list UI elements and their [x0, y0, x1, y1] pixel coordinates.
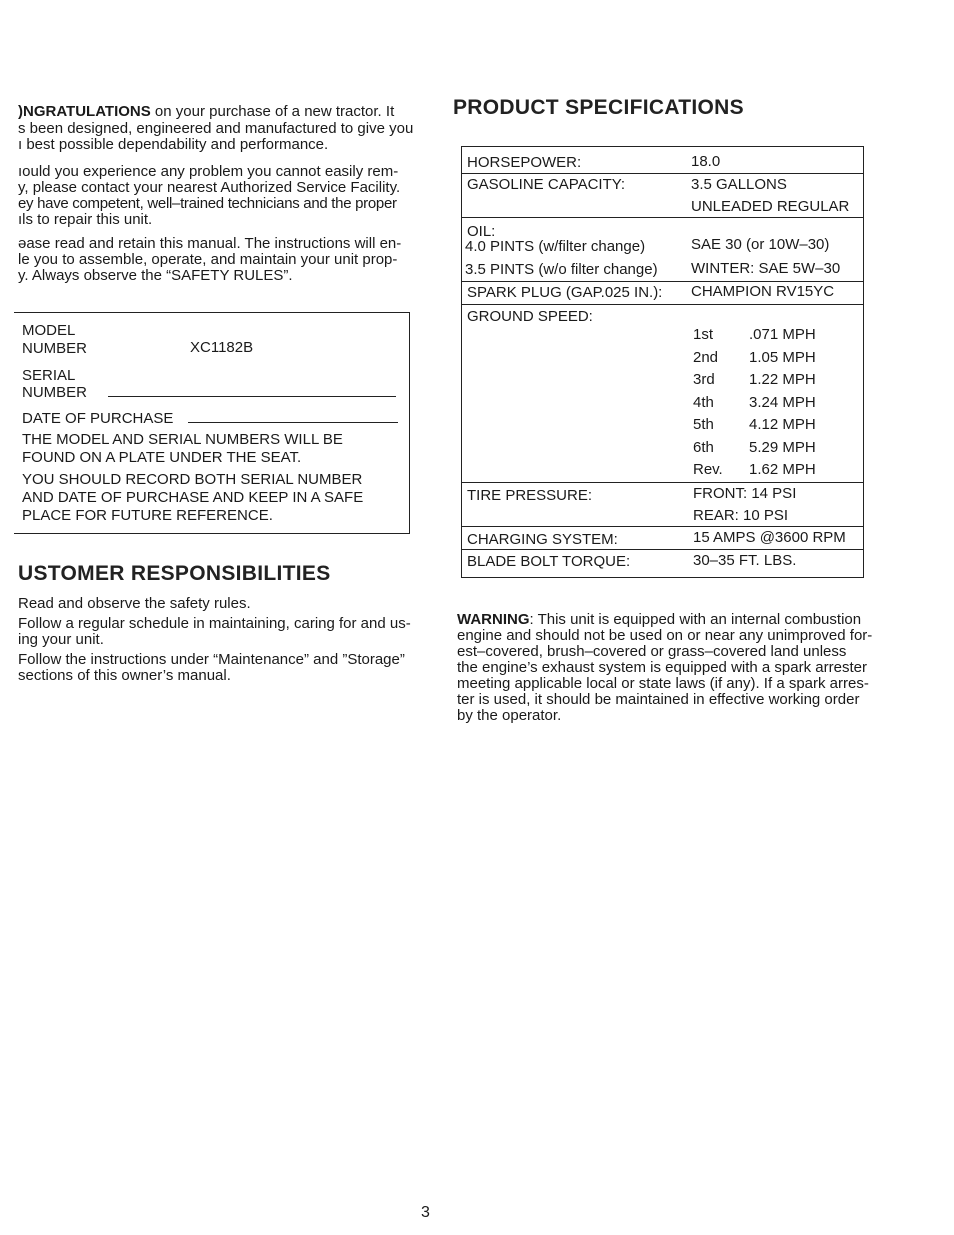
- retain-line-2: le you to assemble, operate, and maintain your unit prop-: [18, 251, 398, 268]
- gear-name: 3rd: [693, 371, 715, 388]
- gear-name: 2nd: [693, 349, 719, 366]
- blade-bolt-label: BLADE BOLT TORQUE:: [467, 553, 631, 570]
- problem-line-4: ıls to repair this unit.: [18, 211, 153, 228]
- note1-line-2: FOUND ON A PLATE UNDER THE SEAT.: [22, 449, 302, 466]
- model-label-1: MODEL: [22, 322, 76, 339]
- customer-item-3-line-1: Follow the instructions under “Maintenance” and ”Storage”: [18, 651, 405, 668]
- oil-row-2-label: 3.5 PINTS (w/o filter change): [465, 261, 658, 278]
- intro-line-2: s been designed, engineered and manufactured to give you: [18, 120, 414, 137]
- retain-line-3: y. Always observe the “SAFETY RULES”.: [18, 267, 293, 284]
- note2-line-1: YOU SHOULD RECORD BOTH SERIAL NUMBER: [22, 471, 363, 488]
- customer-item-3-line-2: sections of this owner’s manual.: [18, 667, 231, 684]
- gasoline-value-1: 3.5 GALLONS: [691, 176, 787, 193]
- gear-name: 1st: [693, 326, 714, 343]
- horsepower-label: HORSEPOWER:: [467, 154, 582, 171]
- spark-plug-label: SPARK PLUG (GAP.025 IN.):: [467, 284, 663, 301]
- product-specifications-heading: PRODUCT SPECIFICATIONS: [453, 96, 744, 119]
- intro-line-1: on your purchase of a new tractor. It: [150, 103, 395, 120]
- problem-line-1: ıould you experience any problem you cannot easily rem-: [18, 163, 399, 180]
- purchase-date-label: DATE OF PURCHASE: [22, 410, 174, 427]
- problem-line-3: ey have competent, well–trained technicians and the proper: [18, 195, 397, 212]
- gear-speed: 5.29 MPH: [749, 439, 816, 456]
- customer-item-2-line-2: ing your unit.: [18, 631, 104, 648]
- blade-bolt-value: 30–35 FT. LBS.: [693, 552, 797, 569]
- serial-number-blank: [108, 396, 396, 397]
- tire-front-value: FRONT: 14 PSI: [693, 485, 797, 502]
- gear-speed: 1.62 MPH: [749, 461, 816, 478]
- gear-name: 5th: [693, 416, 714, 433]
- gear-speed: 1.22 MPH: [749, 371, 816, 388]
- warning-line-2: engine and should not be used on or near any unimproved for-: [457, 627, 873, 644]
- note2-line-2: AND DATE OF PURCHASE AND KEEP IN A SAFE: [22, 489, 364, 506]
- warning-line-5: meeting applicable local or state laws (if any). If a spark arres-: [457, 675, 869, 692]
- warning-line-3: est–covered, brush–covered or grass–covered land unless: [457, 643, 847, 660]
- spec-row-charging: [462, 526, 863, 550]
- customer-item-2-line-1: Follow a regular schedule in maintaining, caring for and us-: [18, 615, 411, 632]
- customer-item-1: Read and observe the safety rules.: [18, 595, 251, 612]
- ground-speed-label: GROUND SPEED:: [467, 308, 593, 325]
- warning-line-7: by the operator.: [457, 707, 562, 724]
- oil-row-2-value: WINTER: SAE 5W–30: [691, 260, 841, 277]
- spark-plug-value: CHAMPION RV15YC: [691, 283, 835, 300]
- serial-label-2: NUMBER: [22, 384, 88, 401]
- tire-pressure-label: TIRE PRESSURE:: [467, 487, 593, 504]
- note1-line-1: THE MODEL AND SERIAL NUMBERS WILL BE: [22, 431, 343, 448]
- gasoline-value-2: UNLEADED REGULAR: [691, 198, 850, 215]
- gear-speed: 4.12 MPH: [749, 416, 816, 433]
- model-number-value: XC1182B: [190, 339, 254, 356]
- warning-line-6: ter is used, it should be maintained in effective working order: [457, 691, 860, 708]
- gear-name: 4th: [693, 394, 714, 411]
- retain-line-1: əase read and retain this manual. The instructions will en-: [18, 235, 402, 252]
- model-info-box: [14, 312, 410, 534]
- charging-label: CHARGING SYSTEM:: [467, 531, 618, 548]
- serial-label-1: SERIAL: [22, 367, 76, 384]
- specifications-table: [461, 146, 864, 578]
- gear-name: Rev.: [693, 461, 723, 478]
- oil-row-1-value: SAE 30 (or 10W–30): [691, 236, 830, 253]
- spec-row-oil: [462, 217, 863, 282]
- warning-label: WARNING: [457, 611, 530, 628]
- warning-line-1: : This unit is equipped with an internal combustion: [529, 611, 862, 628]
- oil-label: OIL:: [467, 223, 496, 240]
- gear-speed: 3.24 MPH: [749, 394, 816, 411]
- spec-row-spark-plug: [462, 281, 863, 305]
- charging-value: 15 AMPS @3600 RPM: [693, 529, 846, 546]
- spec-row-blade-bolt: [462, 549, 863, 578]
- spec-row-horsepower: [462, 147, 863, 173]
- gasoline-label: GASOLINE CAPACITY:: [467, 176, 626, 193]
- tire-rear-value: REAR: 10 PSI: [693, 507, 789, 524]
- warning-line-4: the engine’s exhaust system is equipped with a spark arrester: [457, 659, 867, 676]
- oil-row-1-label: 4.0 PINTS (w/filter change): [465, 238, 646, 255]
- problem-line-2: y, please contact your nearest Authorized Service Facility.: [18, 179, 401, 196]
- customer-responsibilities-heading: USTOMER RESPONSIBILITIES: [18, 562, 331, 585]
- gear-name: 6th: [693, 439, 714, 456]
- spec-row-tire-pressure: [462, 482, 863, 527]
- intro-lead: )NGRATULATIONS: [18, 103, 151, 120]
- intro-line-3: ı best possible dependability and performance.: [18, 136, 329, 153]
- model-label-2: NUMBER: [22, 340, 88, 357]
- page-number: 3: [421, 1204, 430, 1221]
- horsepower-value: 18.0: [691, 153, 721, 170]
- note2-line-3: PLACE FOR FUTURE REFERENCE.: [22, 507, 273, 524]
- spec-row-gasoline: [462, 173, 863, 218]
- gear-speed: .071 MPH: [749, 326, 816, 343]
- purchase-date-blank: [188, 422, 398, 423]
- gear-speed: 1.05 MPH: [749, 349, 816, 366]
- spec-row-ground-speed: [462, 304, 863, 483]
